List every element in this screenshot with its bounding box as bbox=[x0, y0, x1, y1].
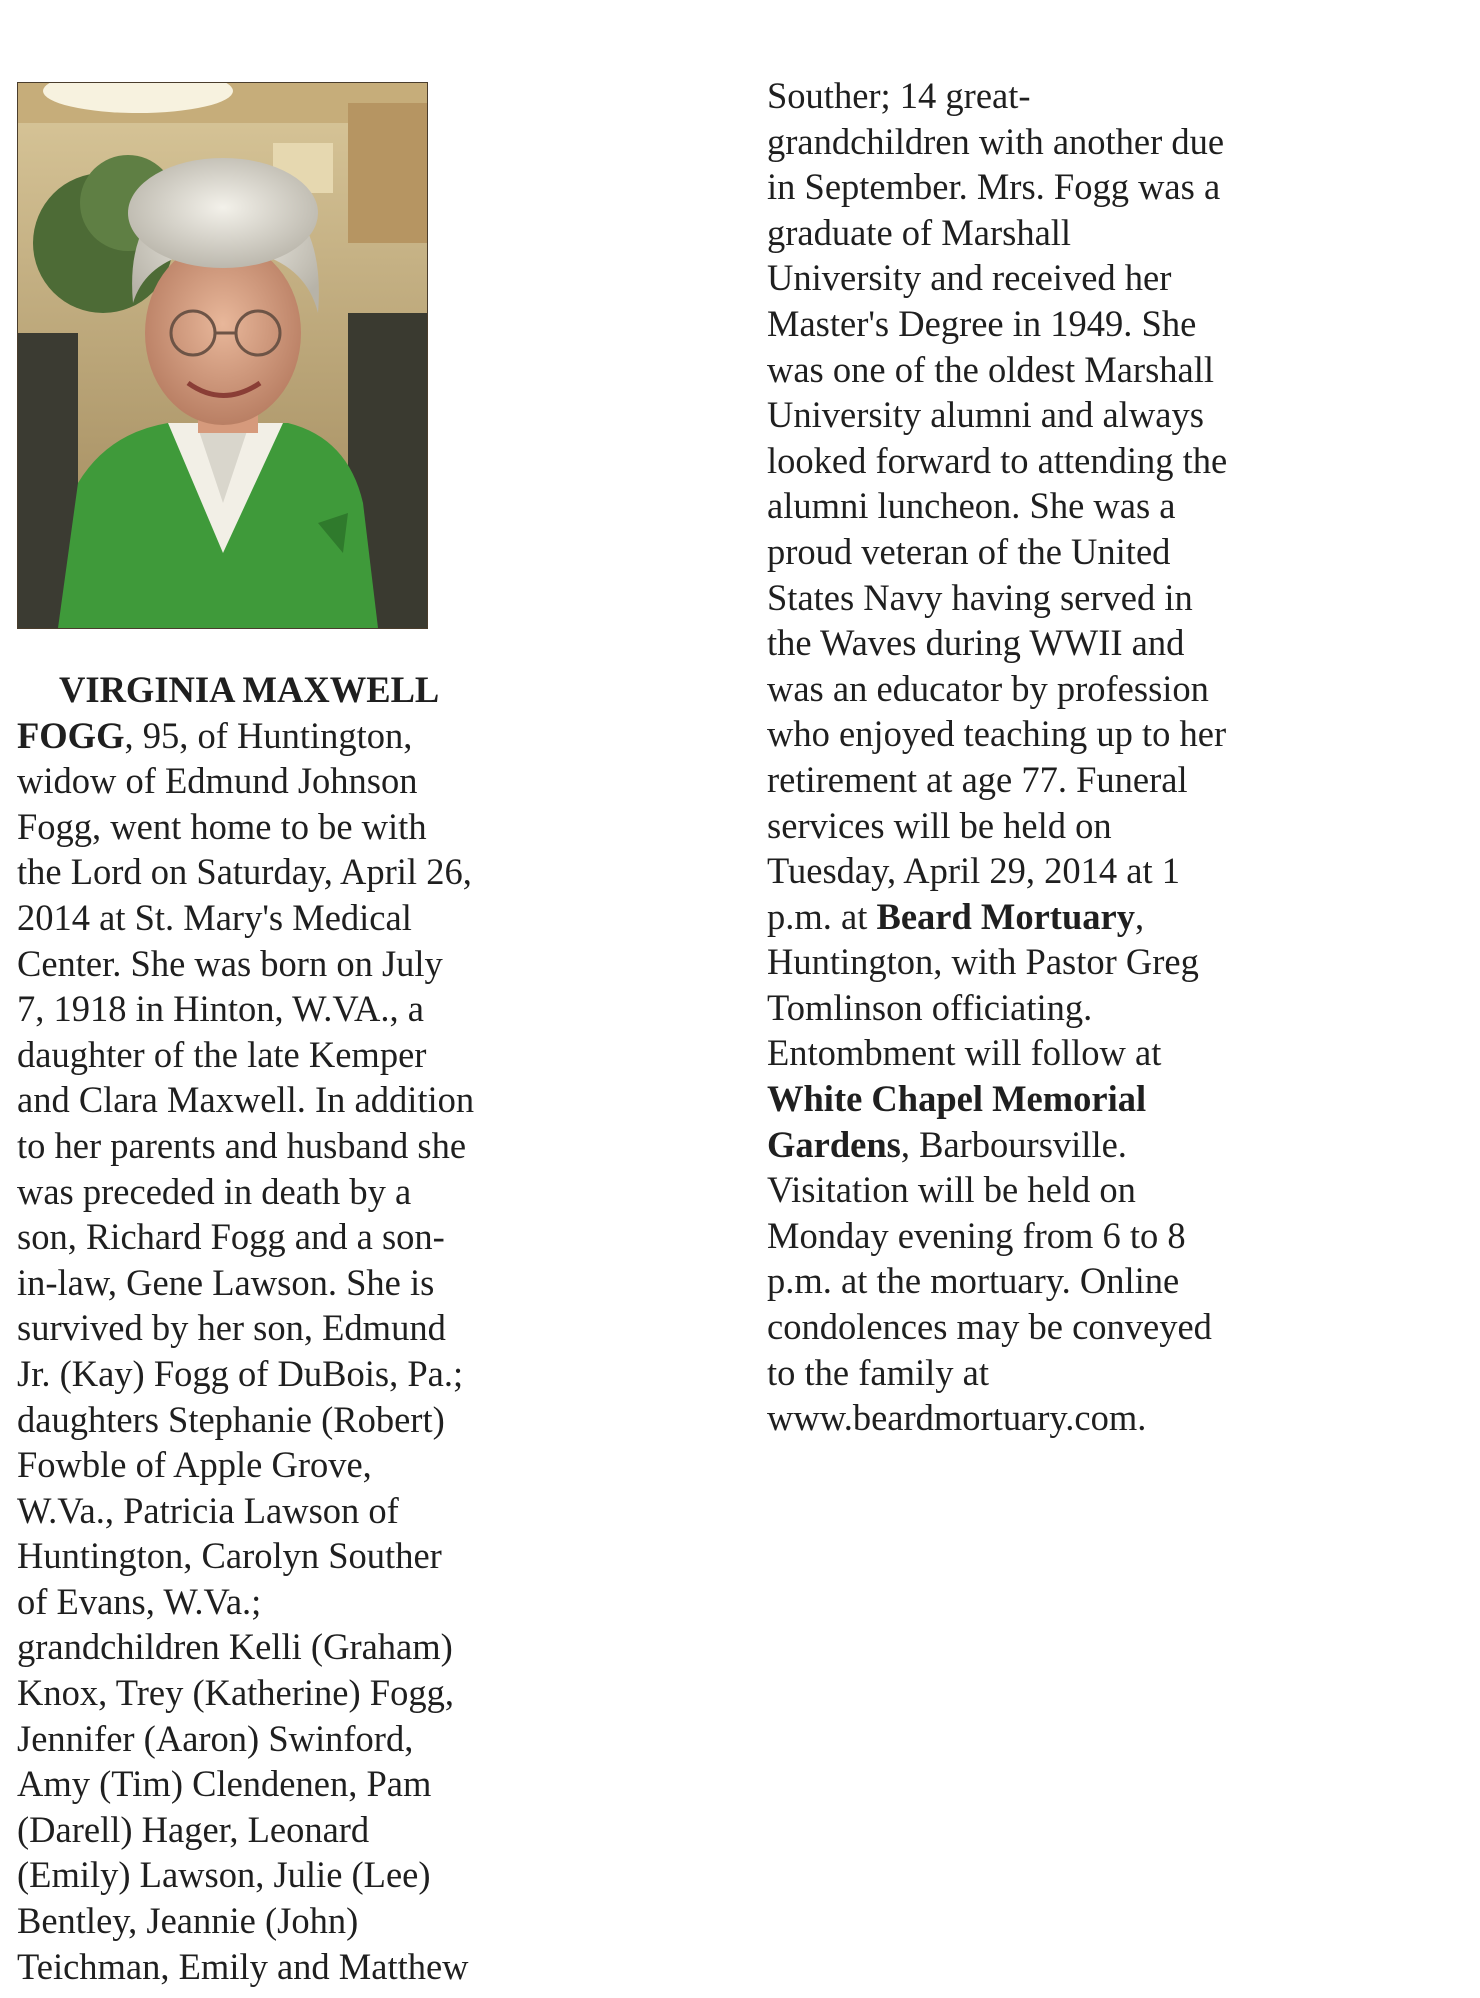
text-segment: grandchildren Kelli (Graham) bbox=[17, 1626, 453, 1668]
text-line bbox=[767, 483, 1327, 529]
text-line bbox=[767, 438, 1327, 484]
text-segment: Huntington, Carolyn Souther bbox=[17, 1535, 442, 1577]
text-line bbox=[17, 1260, 537, 1306]
text-segment: www.beardmortuary.com. bbox=[767, 1397, 1147, 1439]
text-line bbox=[17, 713, 537, 759]
text-segment: Jennifer (Aaron) Swinford, bbox=[17, 1717, 414, 1759]
text-line bbox=[17, 1807, 537, 1853]
text-segment: 7, 1918 in Hinton, W.VA., a bbox=[17, 988, 424, 1030]
bold-text: FOGG bbox=[17, 714, 125, 756]
text-segment: Jr. (Kay) Fogg of DuBois, Pa.; bbox=[17, 1352, 464, 1394]
text-segment: Souther; 14 great- bbox=[767, 75, 1031, 116]
text-line bbox=[17, 1533, 537, 1579]
text-line bbox=[767, 1122, 1327, 1168]
text-line bbox=[767, 1076, 1327, 1122]
text-segment: Teichman, Emily and Matthew bbox=[17, 1945, 469, 1987]
text-line bbox=[17, 1123, 537, 1169]
text-segment: looked forward to attending the bbox=[767, 439, 1228, 481]
text-segment: services will be held on bbox=[767, 804, 1112, 846]
text-line bbox=[767, 255, 1327, 301]
text-segment: to the family at bbox=[767, 1351, 989, 1393]
text-segment: graduate of Marshall bbox=[767, 211, 1072, 253]
text-segment: the Lord on Saturday, April 26, bbox=[17, 851, 472, 893]
text-line bbox=[17, 986, 537, 1032]
text-segment: (Emily) Lawson, Julie (Lee) bbox=[17, 1854, 431, 1896]
text-segment: , 95, of Huntington, bbox=[124, 714, 413, 756]
text-line bbox=[17, 667, 537, 713]
text-segment: Tomlinson officiating. bbox=[767, 986, 1093, 1028]
text-line bbox=[767, 575, 1327, 621]
text-segment: Fogg, went home to be with bbox=[17, 805, 427, 847]
text-segment: proud veteran of the United bbox=[767, 530, 1171, 572]
text-line bbox=[17, 804, 537, 850]
text-line bbox=[17, 1670, 537, 1716]
text-line bbox=[767, 1350, 1327, 1396]
text-segment: daughters Stephanie (Robert) bbox=[17, 1398, 445, 1440]
text-segment: in-law, Gene Lawson. She is bbox=[17, 1261, 435, 1303]
text-segment: Bentley, Jeannie (John) bbox=[17, 1900, 359, 1942]
text-segment: Visitation will be held on bbox=[767, 1169, 1136, 1211]
text-line bbox=[767, 164, 1327, 210]
text-segment: was an educator by profession bbox=[767, 667, 1209, 709]
text-line bbox=[767, 210, 1327, 256]
bold-text: White Chapel Memorial bbox=[767, 1078, 1147, 1120]
text-line bbox=[17, 1397, 537, 1443]
text-segment: 2014 at St. Mary's Medical bbox=[17, 896, 412, 938]
text-segment: survived by her son, Edmund bbox=[17, 1307, 446, 1349]
text-line bbox=[767, 803, 1327, 849]
text-segment: was preceded in death by a bbox=[17, 1170, 412, 1212]
text-segment: alumni luncheon. She was a bbox=[767, 485, 1176, 527]
text-segment: Fowble of Apple Grove, bbox=[17, 1444, 372, 1486]
text-line bbox=[767, 1030, 1327, 1076]
text-segment: p.m. at the mortuary. Online bbox=[767, 1260, 1180, 1302]
text-segment: , bbox=[1134, 895, 1145, 937]
text-segment: Monday evening from 6 to 8 bbox=[767, 1214, 1186, 1256]
obituary-column-right bbox=[767, 73, 1327, 1441]
text-line bbox=[767, 1167, 1327, 1213]
text-segment: Master's Degree in 1949. She bbox=[767, 302, 1197, 344]
text-segment: p.m. at bbox=[767, 895, 877, 937]
text-line bbox=[17, 849, 537, 895]
text-line bbox=[17, 895, 537, 941]
text-line bbox=[17, 1852, 537, 1898]
text-segment: Tuesday, April 29, 2014 at 1 bbox=[767, 850, 1180, 892]
text-segment: in September. Mrs. Fogg was a bbox=[767, 166, 1221, 208]
text-segment: Amy (Tim) Clendenen, Pam bbox=[17, 1763, 432, 1805]
text-line bbox=[767, 757, 1327, 803]
text-line bbox=[17, 758, 537, 804]
text-segment: Entombment will follow at bbox=[767, 1032, 1162, 1074]
text-segment: son, Richard Fogg and a son- bbox=[17, 1216, 445, 1258]
text-line bbox=[767, 620, 1327, 666]
text-line bbox=[17, 1169, 537, 1215]
text-line bbox=[17, 1351, 537, 1397]
text-segment: was one of the oldest Marshall bbox=[767, 348, 1215, 390]
text-segment: University alumni and always bbox=[767, 394, 1204, 436]
text-line bbox=[767, 1395, 1327, 1441]
text-line bbox=[17, 1488, 537, 1534]
bold-text: Gardens bbox=[767, 1123, 901, 1165]
text-segment: retirement at age 77. Funeral bbox=[767, 758, 1188, 800]
text-line bbox=[767, 939, 1327, 985]
text-segment: Center. She was born on July bbox=[17, 942, 443, 984]
text-line bbox=[767, 894, 1327, 940]
text-line bbox=[767, 392, 1327, 438]
text-line bbox=[17, 1305, 537, 1351]
text-line bbox=[17, 941, 537, 987]
text-segment: and Clara Maxwell. In addition bbox=[17, 1079, 475, 1121]
text-line bbox=[767, 711, 1327, 757]
text-segment: Knox, Trey (Katherine) Fogg, bbox=[17, 1672, 454, 1714]
text-segment: W.Va., Patricia Lawson of bbox=[17, 1489, 399, 1531]
text-line bbox=[17, 1442, 537, 1488]
text-line bbox=[767, 119, 1327, 165]
text-line bbox=[767, 529, 1327, 575]
text-segment: of Evans, W.Va.; bbox=[17, 1580, 262, 1622]
text-segment: , Barboursville. bbox=[900, 1123, 1127, 1165]
text-line bbox=[17, 1944, 537, 1990]
text-line bbox=[17, 1032, 537, 1078]
bold-text: VIRGINIA MAXWELL bbox=[59, 669, 440, 710]
text-line bbox=[17, 1077, 537, 1123]
text-line bbox=[767, 985, 1327, 1031]
text-line bbox=[17, 1579, 537, 1625]
text-segment: condolences may be conveyed bbox=[767, 1306, 1212, 1348]
text-segment: grandchildren with another due bbox=[767, 120, 1225, 162]
text-segment: widow of Edmund Johnson bbox=[17, 760, 418, 802]
text-segment: who enjoyed teaching up to her bbox=[767, 713, 1227, 755]
text-line bbox=[767, 301, 1327, 347]
text-line bbox=[17, 1624, 537, 1670]
text-line bbox=[767, 1258, 1327, 1304]
bold-text: Beard Mortuary bbox=[876, 895, 1135, 937]
text-segment: the Waves during WWII and bbox=[767, 622, 1185, 664]
text-line bbox=[767, 666, 1327, 712]
text-segment: (Darell) Hager, Leonard bbox=[17, 1808, 370, 1850]
text-line bbox=[17, 1761, 537, 1807]
text-line bbox=[17, 1898, 537, 1944]
portrait-illustration bbox=[18, 83, 427, 628]
text-line bbox=[17, 1214, 537, 1260]
text-line bbox=[767, 73, 1327, 119]
text-line bbox=[767, 1213, 1327, 1259]
text-segment: Huntington, with Pastor Greg bbox=[767, 941, 1199, 983]
text-line bbox=[17, 1716, 537, 1762]
text-line bbox=[767, 347, 1327, 393]
obituary-column-left bbox=[17, 667, 537, 1989]
text-line bbox=[767, 848, 1327, 894]
text-segment: University and received her bbox=[767, 257, 1172, 299]
portrait-photo bbox=[17, 82, 428, 629]
text-line bbox=[767, 1304, 1327, 1350]
text-segment: States Navy having served in bbox=[767, 576, 1193, 618]
text-segment: to her parents and husband she bbox=[17, 1124, 467, 1166]
text-segment: daughter of the late Kemper bbox=[17, 1033, 427, 1075]
